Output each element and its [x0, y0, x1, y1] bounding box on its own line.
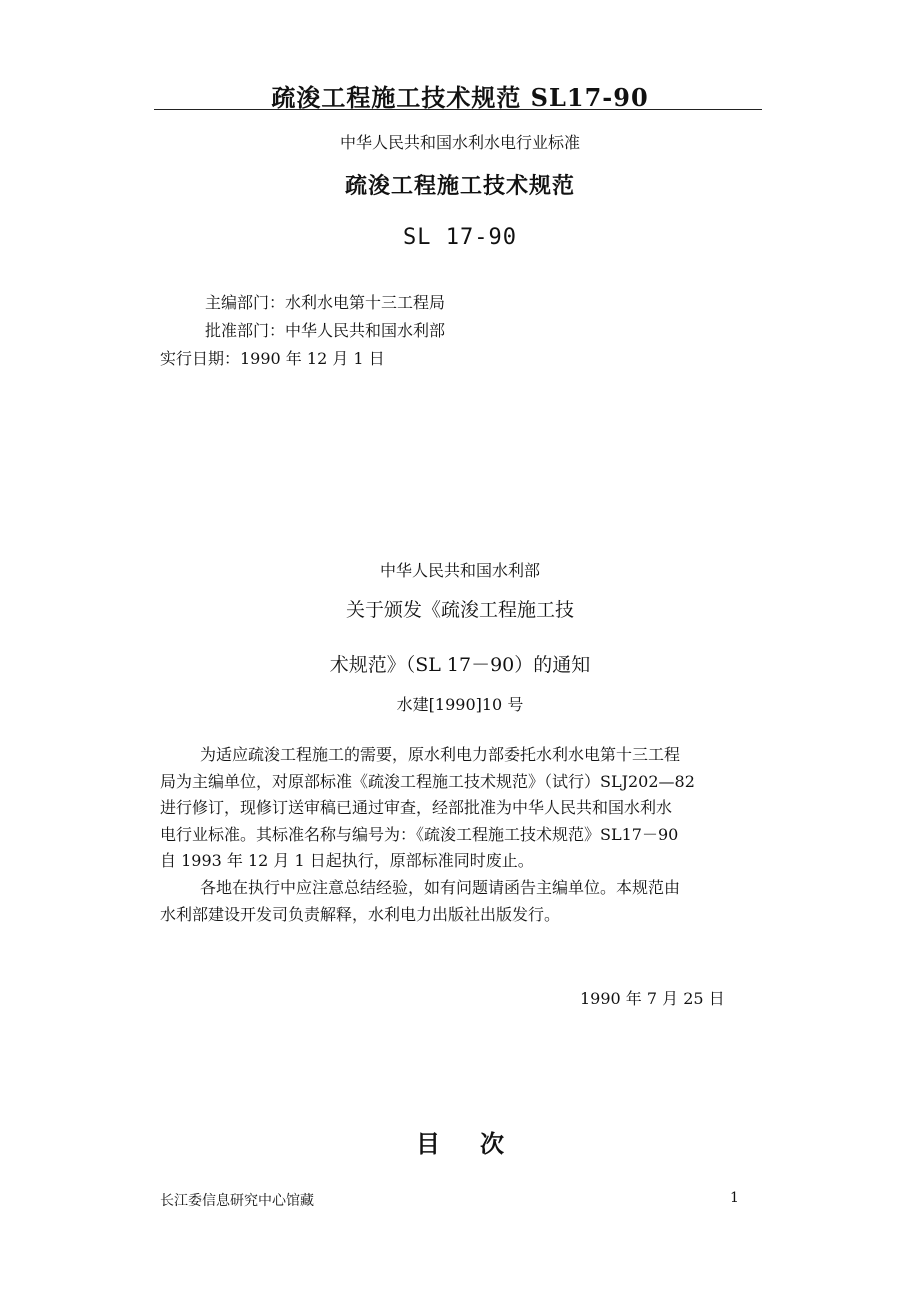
- document-code: SL 17-90: [403, 225, 517, 250]
- notice-title-line-2: 术规范》（SL 17－90）的通知: [329, 654, 591, 676]
- notice-paragraph-2: [160, 875, 760, 928]
- paragraph-line: 局为主编单位，对原部标准《疏浚工程施工技术规范》（试行）SLJ202—82: [160, 771, 695, 791]
- notice-title-line-1: 关于颁发《疏浚工程施工技: [345, 599, 574, 621]
- paragraph-line: 各地在执行中应注意总结经验，如有问题请函告主编单位。本规范由: [200, 878, 681, 897]
- table-of-contents-heading: [0, 1124, 920, 1159]
- notice-issuer: 中华人民共和国水利部: [379, 561, 540, 580]
- header-divider: [154, 109, 762, 110]
- approver-department: 批准部门：中华人民共和国水利部: [205, 321, 446, 340]
- paragraph-line: 为适应疏浚工程施工的需要，原水利电力部委托水利水电第十三工程: [200, 745, 681, 764]
- document-title: 疏浚工程施工技术规范: [344, 173, 575, 199]
- toc-heading-char-2: 次: [480, 1129, 504, 1158]
- running-header-title: 疏浚工程施工技术规范 SL17-90: [271, 83, 649, 112]
- paragraph-line: 水利部建设开发司负责解释，水利电力出版社出版发行。: [160, 904, 561, 924]
- standard-category: 中华人民共和国水利水电行业标准: [339, 133, 580, 152]
- editor-department: 主编部门：水利水电第十三工程局: [205, 293, 446, 312]
- toc-heading-char-1: 目: [416, 1129, 440, 1158]
- paragraph-line: 电行业标准。其标准名称与编号为：《疏浚工程施工技术规范》SL17－90: [160, 824, 679, 844]
- footer-page-number: 1: [730, 1190, 739, 1206]
- effective-date: 实行日期：1990 年 12 月 1 日: [160, 349, 385, 368]
- notice-document-number: 水建[1990]10 号: [396, 695, 524, 714]
- notice-paragraph-1: [160, 742, 760, 875]
- paragraph-line: 自 1993 年 12 月 1 日起执行，原部标准同时废止。: [160, 851, 534, 870]
- paragraph-line: 进行修订，现修订送审稿已通过审查，经部批准为中华人民共和国水利水: [160, 798, 673, 817]
- notice-signature-date: 1990 年 7 月 25 日: [580, 989, 725, 1008]
- footer-collection-note: 长江委信息研究中心馆藏: [160, 1193, 314, 1209]
